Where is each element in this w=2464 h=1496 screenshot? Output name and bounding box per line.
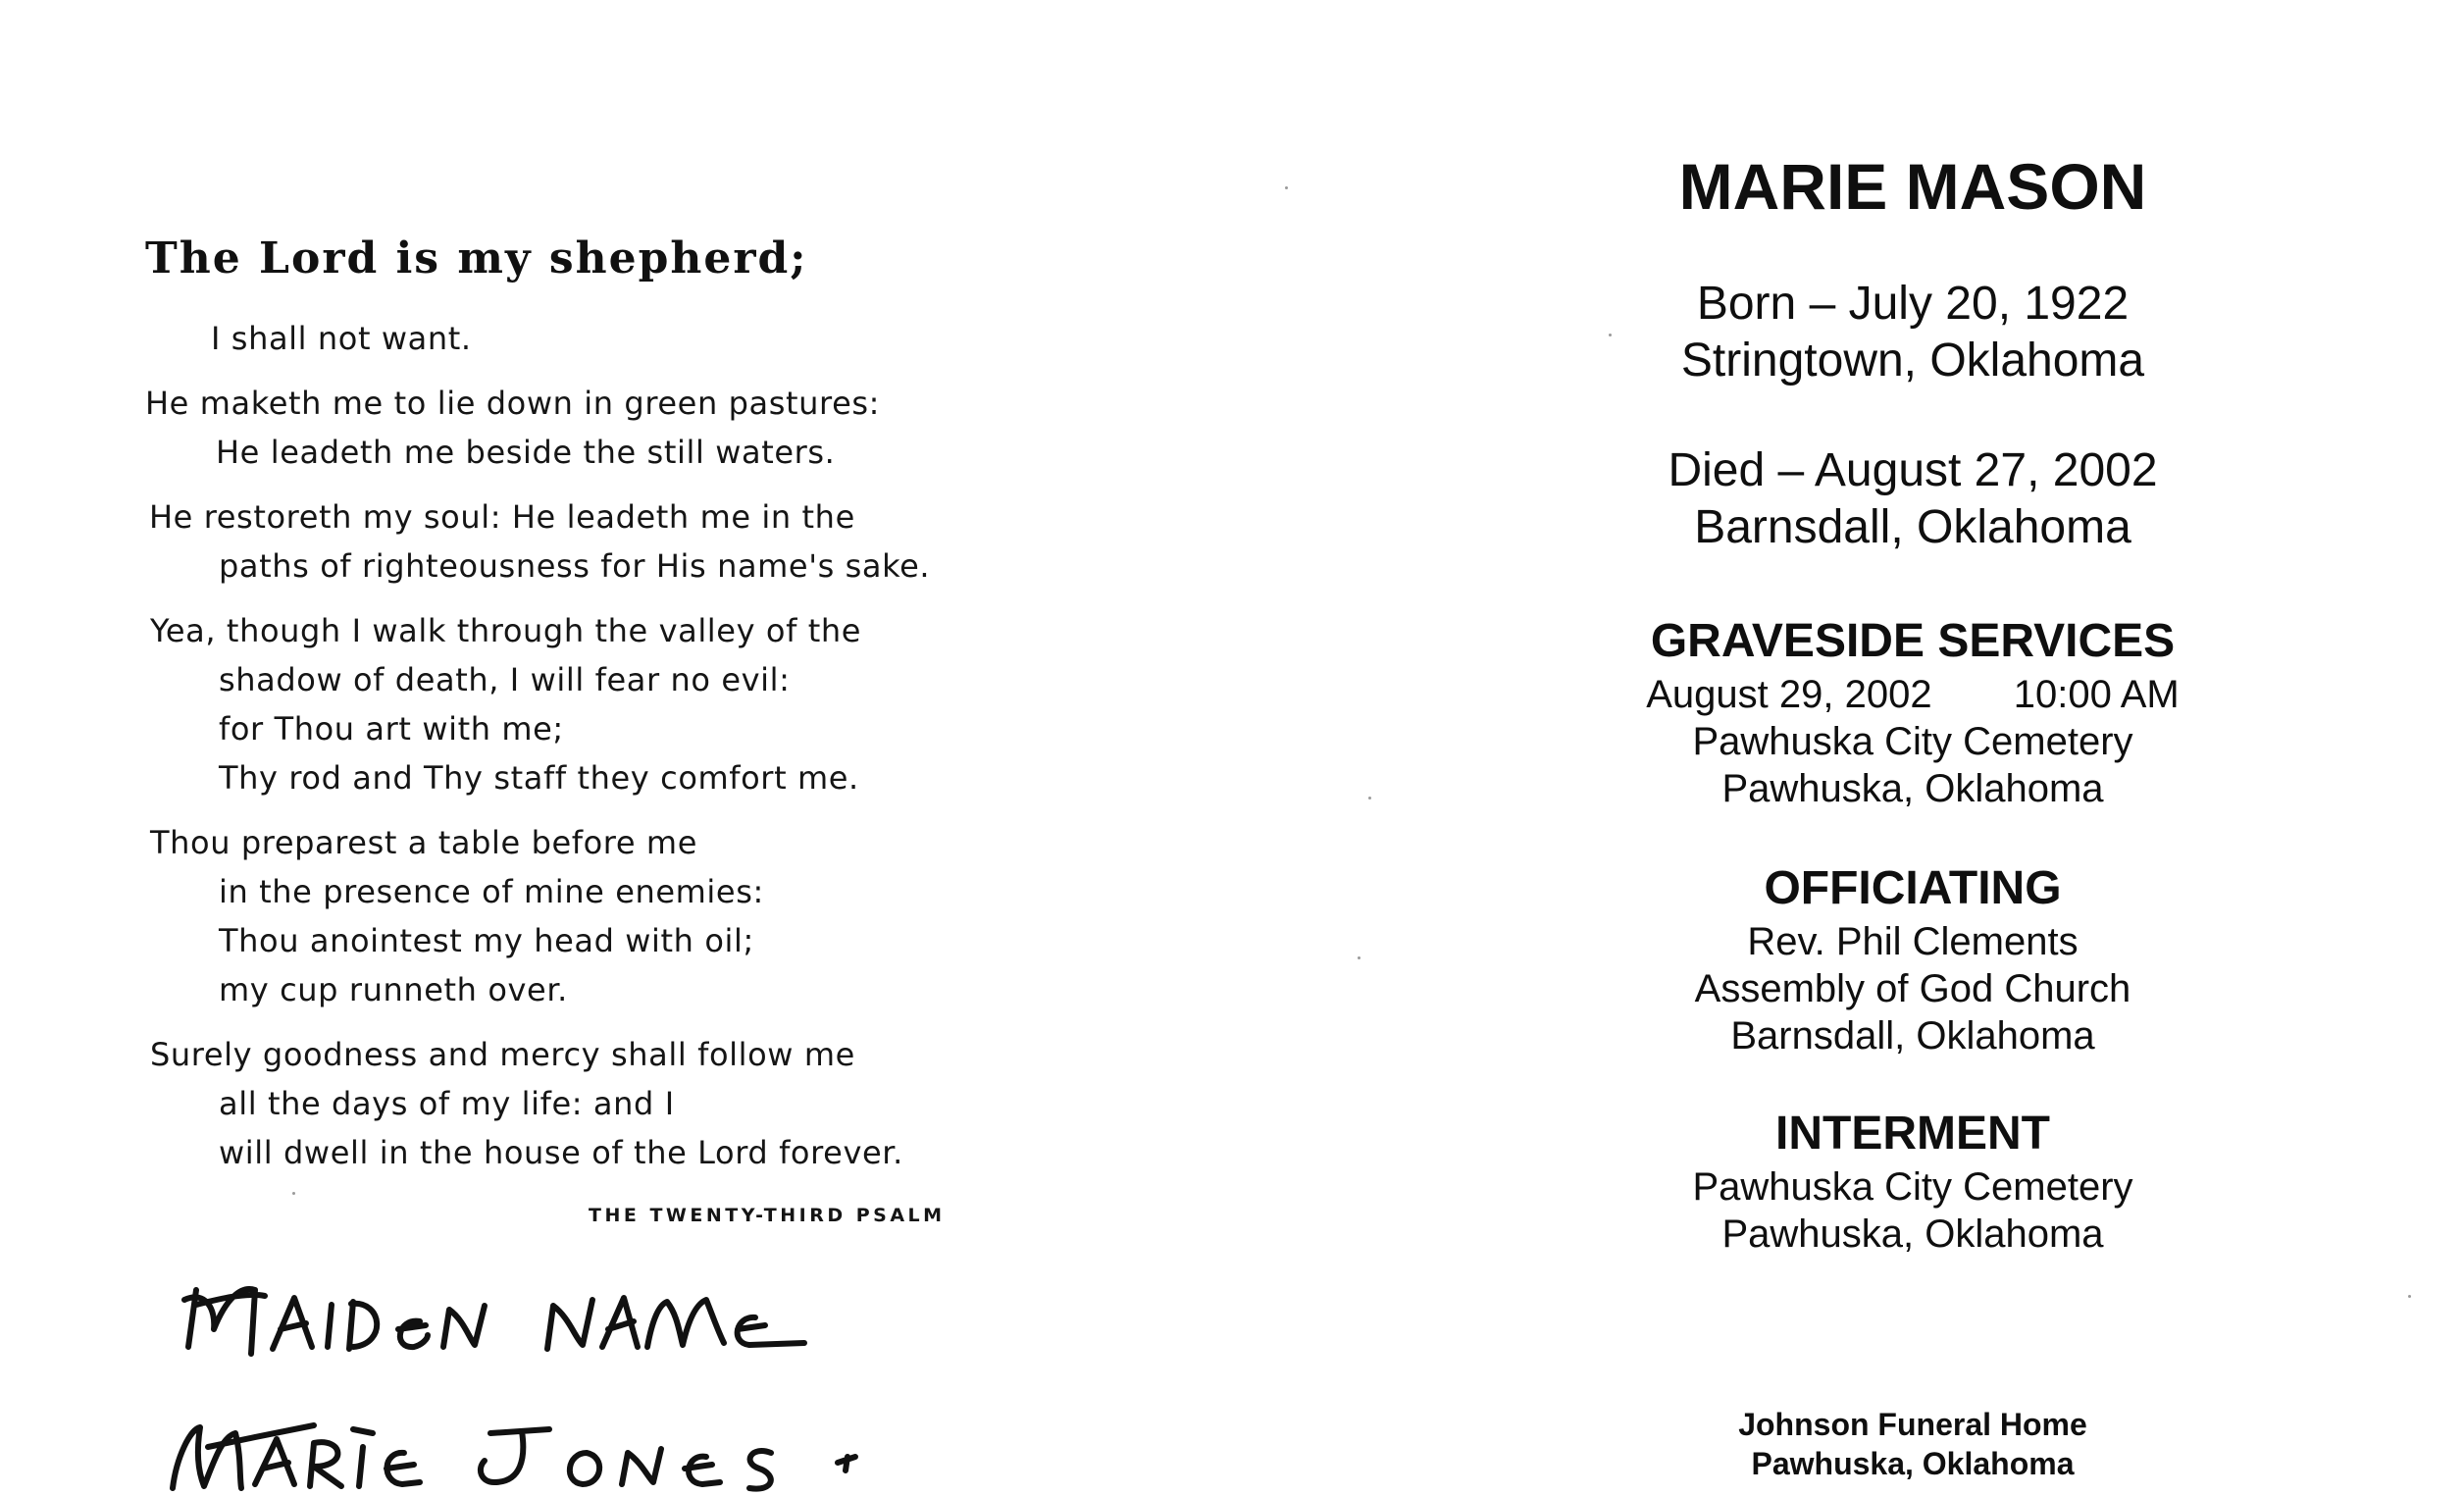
psalm-line: paths of righteousness for His name's sake.	[219, 547, 931, 585]
interment-city: Pawhuska, Oklahoma	[1721, 1212, 2104, 1256]
scan-speck	[1358, 956, 1360, 959]
psalm-line: Yea, though I walk through the valley of the	[150, 612, 862, 649]
services-time: 10:00 AM	[2013, 673, 2180, 716]
officiant-name: Rev. Phil Clements	[1747, 920, 2079, 963]
psalm-line: my cup runneth over.	[219, 971, 568, 1008]
services-place: Pawhuska City Cemetery	[1692, 720, 2133, 763]
funeral-home-city: Pawhuska, Oklahoma	[1751, 1446, 2075, 1481]
psalm-credit: THE TWENTY-THIRD PSALM	[589, 1205, 946, 1226]
psalm-line: for Thou art with me;	[219, 710, 564, 748]
psalm-line: Thou anointest my head with oil;	[219, 922, 754, 959]
interment-heading: INTERMENT	[1775, 1108, 2050, 1160]
services-heading: GRAVESIDE SERVICES	[1650, 615, 2176, 667]
services-datetime	[1609, 673, 2217, 717]
services-city: Pawhuska, Oklahoma	[1721, 767, 2104, 810]
birth-date: Born – July 20, 1922	[1696, 278, 2130, 330]
scan-speck	[1285, 186, 1288, 189]
death-place: Barnsdall, Oklahoma	[1694, 501, 2131, 553]
scan-speck	[1609, 334, 1612, 336]
psalm-line: in the presence of mine enemies:	[219, 873, 764, 910]
officiating-heading: OFFICIATING	[1764, 862, 2062, 914]
scan-speck	[2408, 1295, 2411, 1298]
handwritten-note	[157, 1261, 1001, 1496]
psalm-line: Thy rod and Thy staff they comfort me.	[219, 759, 859, 797]
scan-speck	[1368, 797, 1371, 800]
psalm-line: He maketh me to lie down in green pastures:	[145, 385, 881, 422]
psalm-line: all the days of my life: and I	[219, 1085, 675, 1122]
psalm-line: I shall not want.	[211, 320, 472, 357]
church-city: Barnsdall, Oklahoma	[1730, 1014, 2095, 1058]
deceased-name: MARIE MASON	[1678, 150, 2147, 223]
funeral-home-name: Johnson Funeral Home	[1738, 1407, 2087, 1442]
church-name: Assembly of God Church	[1694, 967, 2131, 1010]
scan-speck	[292, 1192, 295, 1195]
psalm-line: will dwell in the house of the Lord forever.	[219, 1134, 903, 1171]
psalm-line: He restoreth my soul: He leadeth me in the	[149, 498, 855, 536]
services-date: August 29, 2002	[1646, 673, 1932, 716]
death-date: Died – August 27, 2002	[1668, 444, 2158, 496]
psalm-line: Thou preparest a table before me	[150, 824, 697, 861]
interment-place: Pawhuska City Cemetery	[1692, 1165, 2133, 1209]
psalm-line: Surely goodness and mercy shall follow me	[150, 1036, 855, 1073]
psalm-title: The Lord is my shepherd;	[145, 233, 808, 284]
psalm-line: shadow of death, I will fear no evil:	[219, 661, 791, 698]
psalm-line: He leadeth me beside the still waters.	[216, 434, 836, 471]
birth-place: Stringtown, Oklahoma	[1680, 335, 2145, 387]
